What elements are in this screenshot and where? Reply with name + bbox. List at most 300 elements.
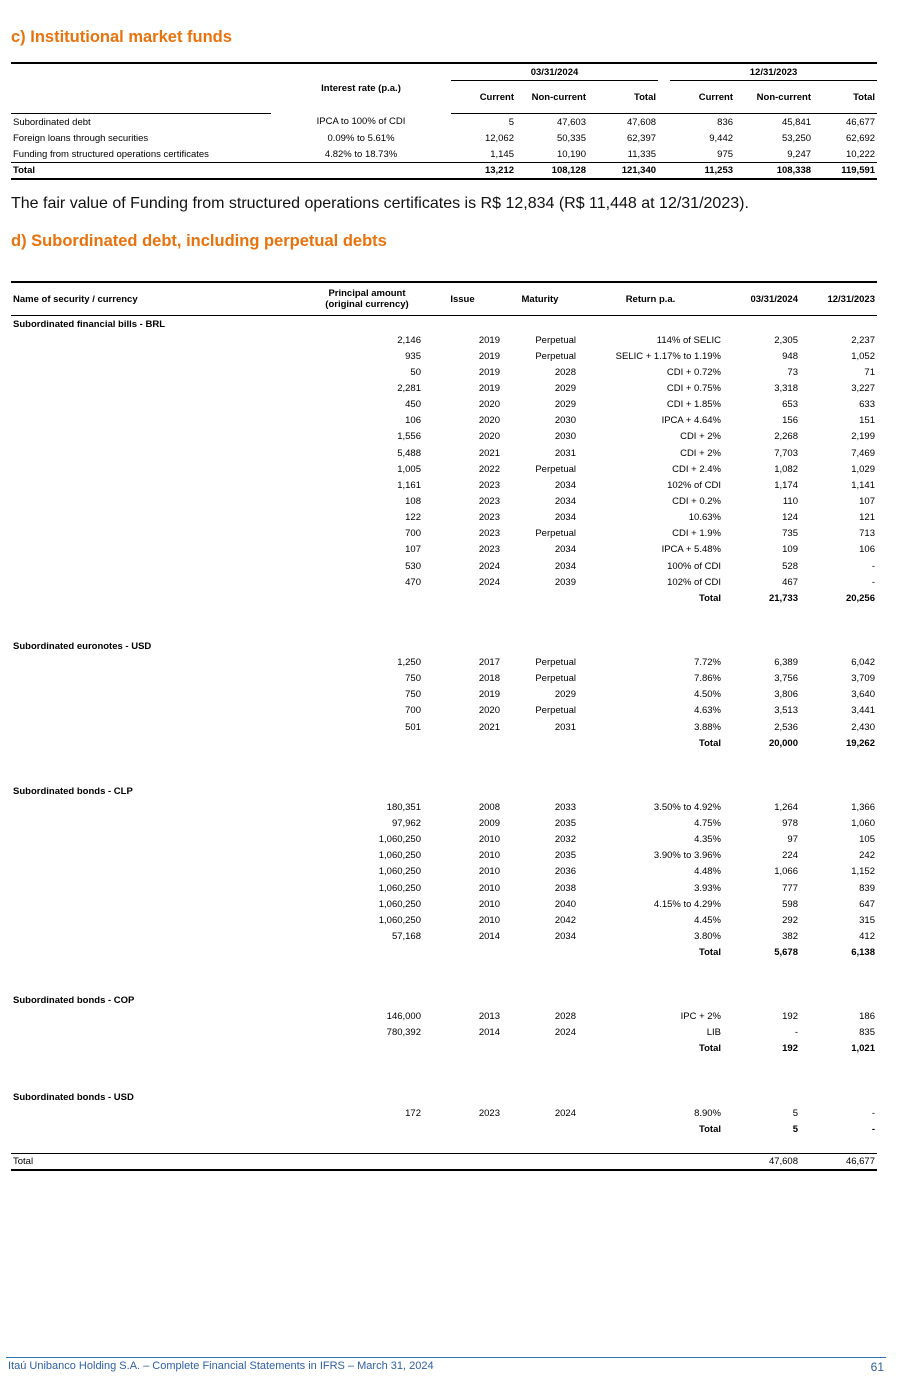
table-cell: 108 (405, 495, 421, 507)
table-cell: 2028 (554, 1011, 576, 1023)
table-cell: 2023 (478, 1107, 500, 1119)
table-cell: 2017 (478, 656, 500, 668)
table-row (11, 397, 877, 413)
table-row (11, 880, 877, 896)
blank-cell (423, 735, 502, 751)
table-cell: Foreign loans through securities (13, 132, 149, 144)
table-cell: 2035 (554, 850, 576, 862)
col-header: Total (588, 81, 658, 114)
table-cell: 3.80% (694, 930, 721, 942)
table-cell: 3,441 (851, 705, 875, 717)
table-cell: 9,247 (787, 148, 812, 160)
blank-cell (11, 896, 311, 912)
table-row (11, 574, 877, 590)
table-cell: 2034 (554, 512, 576, 524)
table-cell: 5 (508, 116, 514, 128)
table-cell: 470 (405, 576, 421, 588)
table-row (11, 719, 877, 735)
table-cell: 47,608 (626, 116, 657, 128)
table-cell: 12,062 (484, 132, 514, 144)
table-cell: 2034 (554, 479, 576, 491)
table-cell: 3.93% (694, 882, 721, 894)
table-cell: Funding from structured operations certificates (13, 148, 209, 160)
table-cell: 2024 (554, 1107, 576, 1119)
blank-cell (311, 735, 423, 751)
table-cell: Perpetual (535, 528, 576, 540)
table-row (11, 461, 877, 477)
table-cell: 412 (859, 930, 875, 942)
table-cell: 2034 (554, 930, 576, 942)
period-header-1: 03/31/2024 (723, 282, 800, 316)
blank-cell (11, 799, 311, 815)
table-cell: 2018 (478, 673, 500, 685)
table-cell: 750 (405, 689, 421, 701)
table-cell: 4.75% (694, 817, 721, 829)
table-cell: 11,335 (627, 148, 657, 160)
table-row (11, 1025, 877, 1041)
table-cell: 2023 (478, 479, 500, 491)
blank-cell (11, 687, 311, 703)
blank-cell (11, 590, 311, 606)
table-cell: 102% of CDI (667, 479, 721, 491)
table-cell: 47,603 (556, 116, 586, 128)
table-row (11, 703, 877, 719)
spacer (658, 146, 670, 163)
table-cell: 1,145 (490, 148, 514, 160)
spacer-row (11, 1073, 877, 1089)
table-cell: 1,174 (774, 479, 798, 491)
table-cell: 1,141 (851, 479, 875, 491)
table-cell: 2,268 (774, 431, 798, 443)
table-cell: 172 (405, 1107, 421, 1119)
table-cell: CDI + 1.85% (666, 399, 721, 411)
table-cell: 713 (859, 528, 875, 540)
table-cell: 2029 (554, 382, 576, 394)
table-cell: 2010 (478, 850, 500, 862)
table-cell: 2030 (554, 415, 576, 427)
table-cell: Perpetual (535, 350, 576, 362)
table-cell: 2024 (478, 576, 500, 588)
table-cell: 2009 (478, 817, 500, 829)
table-cell: 4.35% (694, 834, 721, 846)
table-cell: 106 (405, 415, 421, 427)
table-row (11, 146, 877, 163)
table-cell: 2,536 (774, 721, 798, 733)
table-cell: 53,250 (781, 132, 812, 144)
table-cell: 2,237 (851, 334, 875, 346)
table-cell: CDI + 0.72% (666, 366, 721, 378)
table-row (11, 896, 877, 912)
table-cell: - (871, 1107, 875, 1119)
table-cell: 2031 (554, 721, 576, 733)
table-cell: 7,703 (774, 447, 798, 459)
table-row (11, 493, 877, 509)
table-row (11, 671, 877, 687)
table-cell: 108,128 (516, 163, 588, 180)
table-cell: 1,152 (851, 866, 875, 878)
table-cell: 45,841 (781, 116, 812, 128)
group-header-row (11, 1089, 877, 1105)
table-cell: 1,556 (397, 431, 421, 443)
blank-cell (11, 510, 311, 526)
table-cell: 3,318 (774, 382, 798, 394)
table-cell: 192 (782, 1011, 798, 1023)
table-row (11, 1009, 877, 1025)
table-cell: 978 (782, 817, 798, 829)
table-row (11, 832, 877, 848)
table-cell: 1,052 (851, 350, 875, 362)
table-cell: CDI + 2% (680, 447, 721, 459)
table-row (11, 477, 877, 493)
table-cell: 2024 (478, 560, 500, 572)
table-cell: 2023 (478, 512, 500, 524)
table-cell: 102% of CDI (667, 576, 721, 588)
table-cell: 2014 (478, 930, 500, 942)
table-cell: 124 (782, 512, 798, 524)
table-cell: 2038 (554, 882, 576, 894)
table-cell: 50,335 (556, 132, 586, 144)
subtotal-row (11, 590, 877, 606)
blank-cell (502, 1041, 578, 1057)
issue-header: Issue (423, 282, 502, 316)
table-cell: Perpetual (535, 334, 576, 346)
subtotal-value: 5 (792, 1123, 798, 1135)
spacer (658, 130, 670, 146)
spacer-row (11, 622, 877, 638)
blank-cell (11, 413, 311, 429)
table-cell: 2033 (554, 801, 576, 813)
table-cell: 975 (717, 148, 734, 160)
table-cell: 2019 (478, 382, 500, 394)
blank-cell (11, 364, 311, 380)
blank-cell (11, 348, 311, 364)
table-cell: 450 (405, 399, 421, 411)
blank-cell (11, 1073, 877, 1089)
table-cell: 109 (782, 544, 798, 556)
subtotal-value: 19,262 (845, 737, 875, 749)
blank-cell (11, 574, 311, 590)
subtotal-value: 1,021 (851, 1043, 875, 1055)
table-cell: 1,264 (774, 801, 798, 813)
table-row (11, 654, 877, 670)
blank-cell (11, 429, 311, 445)
table-cell: 146,000 (386, 1011, 421, 1023)
table-cell: 4.48% (694, 866, 721, 878)
subtotal-row (11, 945, 877, 961)
table-cell: 2021 (478, 721, 500, 733)
blank-cell (11, 735, 311, 751)
group-header-row (11, 316, 877, 333)
table-row (11, 928, 877, 944)
table-row (11, 413, 877, 429)
blank-cell (11, 703, 311, 719)
table-cell: 2,146 (397, 334, 421, 346)
table-cell: 2035 (554, 817, 576, 829)
grand-total-value: 47,608 (723, 1154, 800, 1171)
grand-total-value: 46,677 (800, 1154, 877, 1171)
period-header-2: 12/31/2023 (800, 282, 877, 316)
table-cell: 2022 (478, 463, 500, 475)
table-cell: 9,442 (709, 132, 734, 144)
table-cell: 2028 (554, 366, 576, 378)
blank-cell (11, 751, 877, 767)
table-cell: 2019 (478, 366, 500, 378)
table-cell: 7,469 (851, 447, 875, 459)
col-header: Non-current (516, 81, 588, 114)
blank-cell (11, 1041, 311, 1057)
subtotal-label: Total (699, 737, 721, 749)
table-cell: 935 (405, 350, 421, 362)
blank-cell (11, 767, 877, 783)
table-cell: 151 (859, 415, 875, 427)
table-row (11, 510, 877, 526)
blank-cell (311, 1121, 423, 1137)
table-cell: 2019 (478, 334, 500, 346)
table-cell: 653 (782, 399, 798, 411)
table-cell: Perpetual (535, 705, 576, 717)
table-cell: 2008 (478, 801, 500, 813)
section-d-title: d) Subordinated debt, including perpetual debts (11, 232, 387, 250)
subtotal-row (11, 735, 877, 751)
table-cell: 2010 (478, 914, 500, 926)
table-row (11, 864, 877, 880)
table-cell: 106 (859, 544, 875, 556)
table-cell: 4.50% (694, 689, 721, 701)
table-cell: 2020 (478, 415, 500, 427)
table-cell: 1,066 (774, 866, 798, 878)
table-row (11, 687, 877, 703)
table-cell: 2,430 (851, 721, 875, 733)
table-cell: 3,227 (851, 382, 875, 394)
blank-cell (11, 864, 311, 880)
group-name: Subordinated financial bills - BRL (13, 318, 166, 330)
table-cell: 1,250 (397, 656, 421, 668)
table-cell: 2032 (554, 834, 576, 846)
blank-cell (502, 1121, 578, 1137)
table-cell: 3,806 (774, 689, 798, 701)
subtotal-label: Total (699, 947, 721, 959)
table-cell: 7.72% (694, 656, 721, 668)
spacer-row (11, 606, 877, 622)
table-cell: 2013 (478, 1011, 500, 1023)
blank-cell (11, 1009, 311, 1025)
subtotal-value: 21,733 (768, 592, 798, 604)
table-cell: 2019 (478, 689, 500, 701)
blank-cell (578, 1154, 723, 1171)
table-row (11, 912, 877, 928)
table-cell: 315 (859, 914, 875, 926)
table-cell: 121,340 (588, 163, 658, 180)
table-cell: 105 (859, 834, 875, 846)
blank-cell (11, 1057, 877, 1073)
table-cell (271, 163, 451, 180)
table-cell: 1,060,250 (378, 850, 421, 862)
blank-cell (311, 590, 423, 606)
table-cell: 6,042 (851, 656, 875, 668)
spacer-row (11, 961, 877, 977)
table-cell: 2,281 (397, 382, 421, 394)
table-cell: 2034 (554, 544, 576, 556)
table-cell: 156 (782, 415, 798, 427)
table-cell: 2023 (478, 495, 500, 507)
blank-cell (11, 493, 311, 509)
table-cell: 4.15% to 4.29% (653, 898, 721, 910)
spacer-row (11, 1057, 877, 1073)
table-cell: 3.50% to 4.92% (653, 801, 721, 813)
table-cell: 107 (405, 544, 421, 556)
blank-cell (11, 1121, 311, 1137)
blank-cell (11, 1025, 311, 1041)
table-cell: 4.45% (694, 914, 721, 926)
table-cell: 780,392 (386, 1027, 421, 1039)
blank-cell (11, 1137, 877, 1154)
blank-cell (11, 928, 311, 944)
table-row (11, 558, 877, 574)
section-c-title: c) Institutional market funds (11, 28, 232, 46)
table-cell: 2029 (554, 399, 576, 411)
table-cell: 1,366 (851, 801, 875, 813)
table-cell: 3,513 (774, 705, 798, 717)
table-cell: 528 (782, 560, 798, 572)
table-cell: CDI + 2% (680, 431, 721, 443)
table-row (11, 542, 877, 558)
table-cell: 2019 (478, 350, 500, 362)
table-cell: 750 (405, 673, 421, 685)
table-cell: 2034 (554, 560, 576, 572)
table-cell: 11,253 (670, 163, 735, 180)
blank-cell (502, 945, 578, 961)
table-cell: 700 (405, 528, 421, 540)
table-cell: 700 (405, 705, 421, 717)
table-cell: 2039 (554, 576, 576, 588)
grand-total-label: Total (11, 1154, 311, 1171)
table-row (11, 445, 877, 461)
table-cell: 10,222 (846, 148, 876, 160)
table-cell: 180,351 (386, 801, 421, 813)
table-cell: 1,060,250 (378, 866, 421, 878)
table-cell: 2020 (478, 705, 500, 717)
footer-divider (6, 1357, 886, 1358)
total-row (11, 163, 877, 180)
table-row (11, 114, 877, 131)
subtotal-value: 20,000 (768, 737, 798, 749)
table-cell: 530 (405, 560, 421, 572)
table-row (11, 380, 877, 396)
table-cell: 2029 (554, 689, 576, 701)
blank-cell (11, 445, 311, 461)
table-cell: 224 (782, 850, 798, 862)
table-cell: IPCA + 5.48% (661, 544, 721, 556)
table-cell: 598 (782, 898, 798, 910)
table-cell: 292 (782, 914, 798, 926)
table-cell: 97 (787, 834, 798, 846)
blank-cell (502, 1154, 578, 1171)
name-header: Name of security / currency (11, 282, 311, 316)
table-cell: 633 (859, 399, 875, 411)
table-cell: 97,962 (391, 817, 421, 829)
maturity-header: Maturity (502, 282, 578, 316)
subtotal-value: 192 (782, 1043, 798, 1055)
table-row (11, 130, 877, 146)
table-cell: 8.90% (694, 1107, 721, 1119)
table-row (11, 848, 877, 864)
blank-cell (11, 912, 311, 928)
table-cell: 114% of SELIC (656, 334, 721, 346)
spacer-row (11, 767, 877, 783)
table-cell: 2024 (554, 1027, 576, 1039)
blank-cell (502, 590, 578, 606)
table-cell: 100% of CDI (667, 560, 721, 572)
table-cell: 2010 (478, 866, 500, 878)
table-cell: 62,692 (846, 132, 876, 144)
group-header-row (11, 638, 877, 654)
table-cell: IPCA + 4.64% (661, 415, 721, 427)
table-cell: 1,161 (397, 479, 421, 491)
blank-cell (11, 880, 311, 896)
table-cell: 2020 (478, 431, 500, 443)
table-cell: 647 (859, 898, 875, 910)
blank-cell (11, 477, 311, 493)
table-cell: 2014 (478, 1027, 500, 1039)
table-cell: 2010 (478, 834, 500, 846)
blank-cell (11, 848, 311, 864)
table-cell: 57,168 (391, 930, 421, 942)
blank-cell (11, 654, 311, 670)
blank-cell (502, 735, 578, 751)
blank-cell (423, 1121, 502, 1137)
blank-cell (11, 622, 877, 638)
table-cell: 6,389 (774, 656, 798, 668)
blank-cell (11, 332, 311, 348)
table-cell: 110 (782, 495, 798, 507)
table-cell: 108,338 (735, 163, 813, 180)
table-cell: 1,060,250 (378, 914, 421, 926)
spacer-row (11, 1137, 877, 1154)
group-name: Subordinated euronotes - USD (13, 640, 152, 652)
table-cell: 2,199 (851, 431, 875, 443)
table-cell: 73 (787, 366, 798, 378)
table-cell: 2042 (554, 914, 576, 926)
table-cell: CDI + 1.9% (672, 528, 721, 540)
table-cell: 3.88% (694, 721, 721, 733)
table-cell: 62,397 (626, 132, 657, 144)
table-cell: 2034 (554, 495, 576, 507)
blank-cell (423, 945, 502, 961)
blank-cell (11, 606, 877, 622)
table-cell: 839 (859, 882, 875, 894)
blank-cell (11, 671, 311, 687)
spacer-row (11, 977, 877, 993)
table-cell: 1,005 (397, 463, 421, 475)
table-cell: 735 (782, 528, 798, 540)
table-cell: 242 (859, 850, 875, 862)
col-header: Non-current (735, 81, 813, 114)
group-header-row (11, 783, 877, 799)
table-cell: Perpetual (535, 656, 576, 668)
table-cell: 2010 (478, 882, 500, 894)
blank-cell (311, 1154, 423, 1171)
table-cell: 5 (792, 1107, 798, 1119)
table-cell: 3,709 (851, 673, 875, 685)
table-cell: - (871, 560, 875, 572)
table-cell: 1,060,250 (378, 834, 421, 846)
table-row (11, 332, 877, 348)
blank-cell (11, 397, 311, 413)
blank-cell (423, 1041, 502, 1057)
blank-cell (11, 815, 311, 831)
table-cell: - (794, 1027, 798, 1039)
period-header-1: 03/31/2024 (451, 63, 658, 81)
